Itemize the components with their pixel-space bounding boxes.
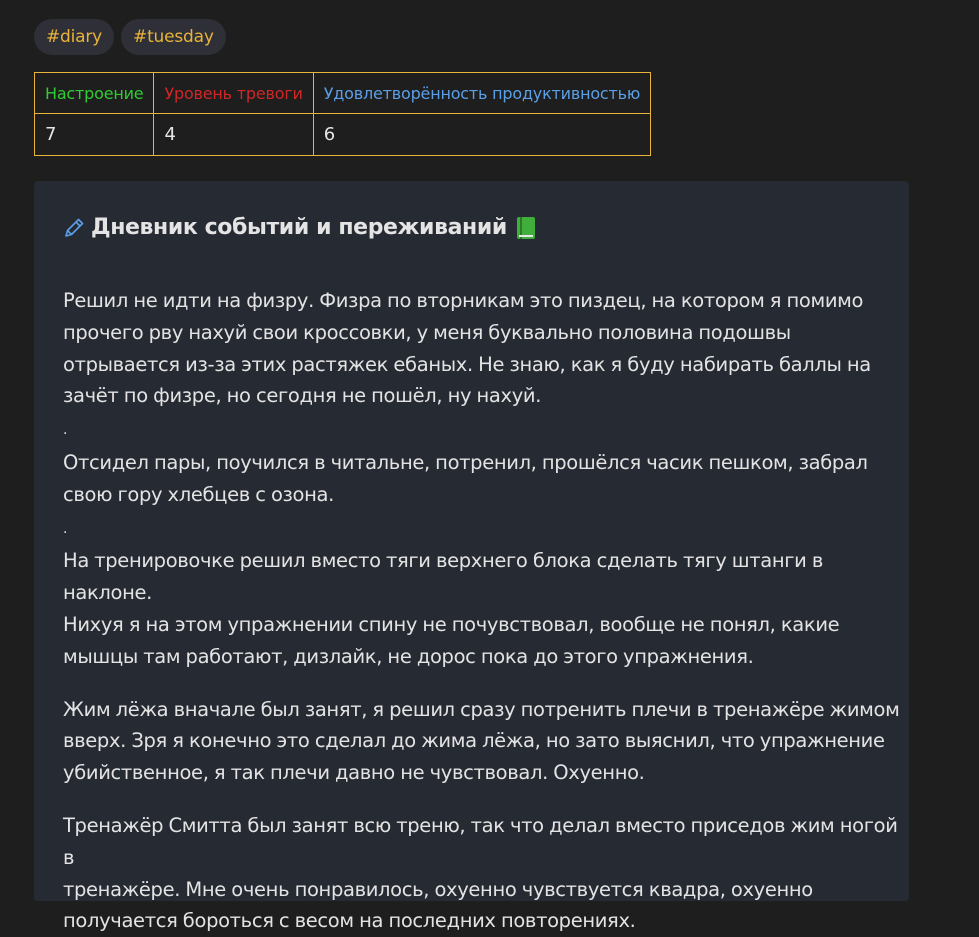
value-mood[interactable]: 7 xyxy=(35,114,154,156)
pencil-icon xyxy=(63,217,85,239)
callout-body xyxy=(63,285,903,937)
header-productivity: Удовлетворённость продуктивностью xyxy=(313,73,650,114)
separator-dot: . xyxy=(63,422,68,439)
callout-title[interactable] xyxy=(63,215,535,240)
paragraph-1 xyxy=(63,285,903,673)
value-anxiety[interactable]: 4 xyxy=(154,114,313,156)
tag-tuesday[interactable]: #tuesday xyxy=(121,19,226,55)
green-book-icon xyxy=(517,217,535,239)
text-line: На тренировочке решил вместо тяги верхнего блока сделать тягу штанги в наклоне. xyxy=(63,549,823,605)
metrics-header-row xyxy=(35,73,651,114)
metrics-table xyxy=(34,72,651,156)
diary-callout xyxy=(34,181,909,933)
text-line: прочего рву нахуй свои кроссовки, у меня буквально половина подошвы xyxy=(63,320,791,344)
paragraph-2 xyxy=(63,694,903,789)
metrics-value-row xyxy=(35,114,651,156)
callout-title-text: Дневник событий и переживаний xyxy=(91,215,507,240)
tag-diary[interactable]: #diary xyxy=(34,19,114,55)
text-line: тренажёре. Мне очень понравилось, охуенно чувствуется квадра, охуенно xyxy=(63,877,813,901)
text-line: убийственное, я так плечи давно не чувствовал. Охуенно. xyxy=(63,761,645,785)
header-mood: Настроение xyxy=(35,73,154,114)
text-line: мышцы там работают, дизлайк, не дорос пока до этого упражнения. xyxy=(63,644,754,668)
separator-dot: . xyxy=(63,520,68,537)
text-line: Отсидел пары, поучился в читальне, потренил, прошёлся часик пешком, забрал xyxy=(63,450,868,474)
text-line: отрывается из-за этих растяжек ебаных. Не знаю, как я буду набирать баллы на xyxy=(63,352,871,376)
text-line: Нихуя я на этом упражнении спину не почувствовал, вообще не понял, какие xyxy=(63,612,840,636)
paragraph-3 xyxy=(63,810,903,937)
header-anxiety: Уровень тревоги xyxy=(154,73,313,114)
text-line: свою гору хлебцев с озона. xyxy=(63,482,334,506)
text-line: Тренажёр Смитта был занят всю треню, так что делал вместо приседов жим ногой в xyxy=(63,813,898,869)
text-line: Решил не идти на физру. Физра по вторникам это пиздец, на котором я помимо xyxy=(63,289,864,312)
text-line: зачёт по физре, но сегодня не пошёл, ну нахуй. xyxy=(63,384,542,408)
text-line: получается бороться с весом на последних повторениях. xyxy=(63,909,636,933)
text-line: вверх. Зря я конечно это сделал до жима лёжа, но зато выяснил, что упражнение xyxy=(63,729,885,753)
text-line: Жим лёжа вначале был занят, я решил сразу потренить плечи в тренажёре жимом xyxy=(63,697,900,721)
tag-list xyxy=(34,19,226,55)
value-productivity[interactable]: 6 xyxy=(313,114,650,156)
